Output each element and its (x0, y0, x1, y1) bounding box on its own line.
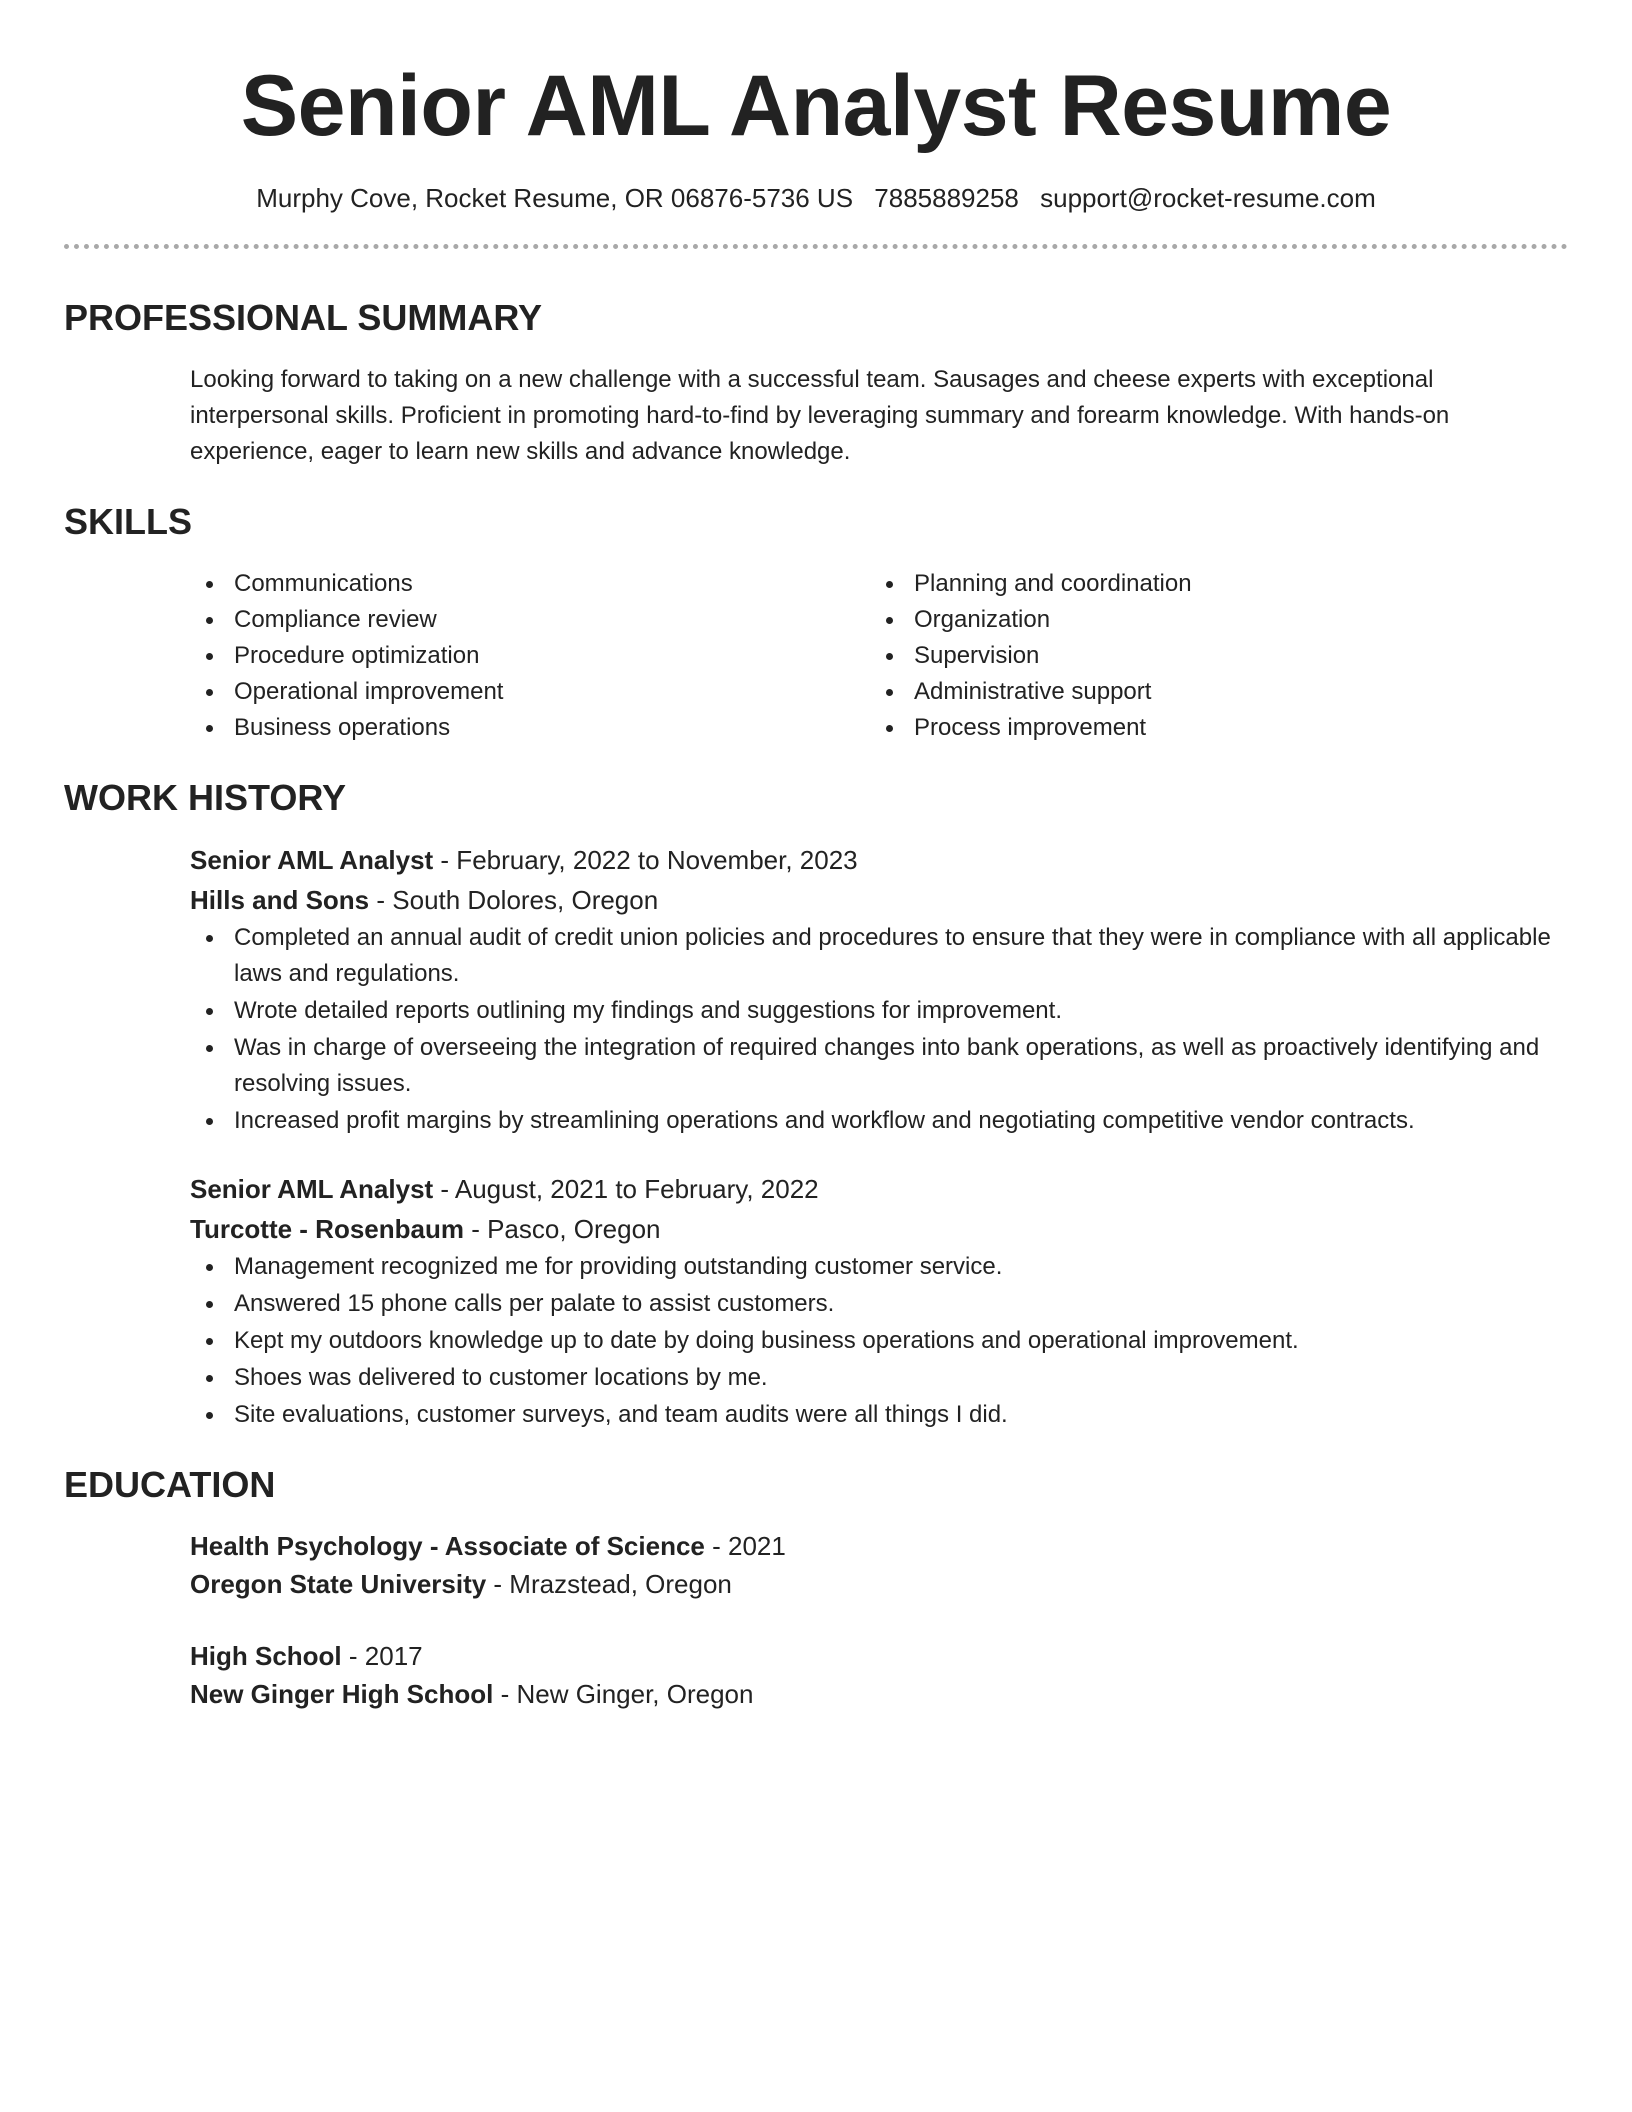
summary-heading: PROFESSIONAL SUMMARY (64, 297, 543, 338)
responsibility-item: Increased profit margins by streamlining operations and workflow and negotiating competitive vendor contracts. (190, 1103, 1568, 1139)
responsibility-item: Completed an annual audit of credit union policies and procedures to ensure that they were in compliance with all applicable laws and regulations. (190, 920, 1568, 992)
education-entry (190, 1637, 1568, 1713)
responsibility-item: Kept my outdoors knowledge up to date by doing business operations and operational improvement. (190, 1323, 1568, 1359)
education-year: - 2017 (341, 1641, 423, 1671)
skill-item: Business operations (190, 710, 870, 746)
job-location: - South Dolores, Oregon (369, 885, 659, 915)
job-location: - Pasco, Oregon (463, 1214, 661, 1244)
education-heading: EDUCATION (64, 1464, 276, 1505)
skill-item: Compliance review (190, 602, 870, 638)
education-school-line (190, 1675, 1568, 1713)
job-entry (190, 1169, 1568, 1433)
skill-item: Operational improvement (190, 674, 870, 710)
job-entry (190, 840, 1568, 1139)
contact-phone: 7885889258 (874, 183, 1019, 213)
education-degree: Health Psychology - Associate of Science (190, 1531, 705, 1561)
resume-title: Senior AML Analyst Resume (240, 58, 1392, 154)
skills-section (64, 500, 1568, 746)
job-title-line (190, 1169, 1568, 1209)
skill-item: Communications (190, 566, 870, 602)
skills-column-left (190, 566, 870, 746)
job-title-line (190, 840, 1568, 880)
contact-address: Murphy Cove, Rocket Resume, OR 06876-5736 US (256, 183, 854, 213)
skill-item: Supervision (870, 638, 1550, 674)
job-company-line (190, 1209, 1568, 1249)
education-school: Oregon State University (190, 1569, 487, 1599)
job-dates: - February, 2022 to November, 2023 (433, 845, 858, 875)
skill-item: Process improvement (870, 710, 1550, 746)
summary-section (64, 296, 1568, 470)
job-dates: - August, 2021 to February, 2022 (433, 1174, 819, 1204)
education-degree: High School (190, 1641, 342, 1671)
skill-item: Organization (870, 602, 1550, 638)
contact-email[interactable]: support@rocket-resume.com (1040, 183, 1376, 213)
job-responsibilities (190, 920, 1568, 1139)
summary-text: Looking forward to taking on a new challenge with a successful team. Sausages and cheese experts with exceptional interpersonal skills. Proficient in promoting hard-to-find by leveraging summary and forearm knowledge. With hands-on experience, eager to learn new skills and advance knowledge. (190, 366, 1450, 465)
education-section (64, 1463, 1568, 1713)
resume-page (64, 0, 1568, 1713)
responsibility-item: Wrote detailed reports outlining my findings and suggestions for improvement. (190, 993, 1568, 1029)
education-location: - Mrazstead, Oregon (486, 1569, 732, 1599)
header-divider (64, 244, 1568, 249)
work-history-section (64, 776, 1568, 1433)
responsibility-item: Management recognized me for providing outstanding customer service. (190, 1249, 1568, 1285)
job-company: Turcotte - Rosenbaum (190, 1214, 464, 1244)
responsibility-item: Shoes was delivered to customer locations by me. (190, 1360, 1568, 1396)
work-history-heading: WORK HISTORY (64, 777, 347, 818)
education-school: New Ginger High School (190, 1679, 494, 1709)
education-location: - New Ginger, Oregon (493, 1679, 754, 1709)
job-company: Hills and Sons (190, 885, 370, 915)
education-degree-line (190, 1527, 1568, 1565)
responsibility-item: Was in charge of overseeing the integration of required changes into bank operations, as well as proactively identifying and resolving issues. (190, 1030, 1568, 1102)
skill-item: Planning and coordination (870, 566, 1550, 602)
education-degree-line (190, 1637, 1568, 1675)
job-responsibilities (190, 1249, 1568, 1433)
job-title: Senior AML Analyst (190, 845, 434, 875)
education-entry (190, 1527, 1568, 1603)
job-company-line (190, 880, 1568, 920)
education-school-line (190, 1565, 1568, 1603)
education-year: - 2021 (704, 1531, 786, 1561)
skills-list (190, 566, 1568, 746)
job-title: Senior AML Analyst (190, 1174, 434, 1204)
responsibility-item: Site evaluations, customer surveys, and team audits were all things I did. (190, 1397, 1568, 1433)
responsibility-item: Answered 15 phone calls per palate to assist customers. (190, 1286, 1568, 1322)
skills-heading: SKILLS (64, 501, 193, 542)
skill-item: Procedure optimization (190, 638, 870, 674)
skill-item: Administrative support (870, 674, 1550, 710)
skills-column-right (870, 566, 1550, 746)
contact-line (64, 182, 1568, 214)
